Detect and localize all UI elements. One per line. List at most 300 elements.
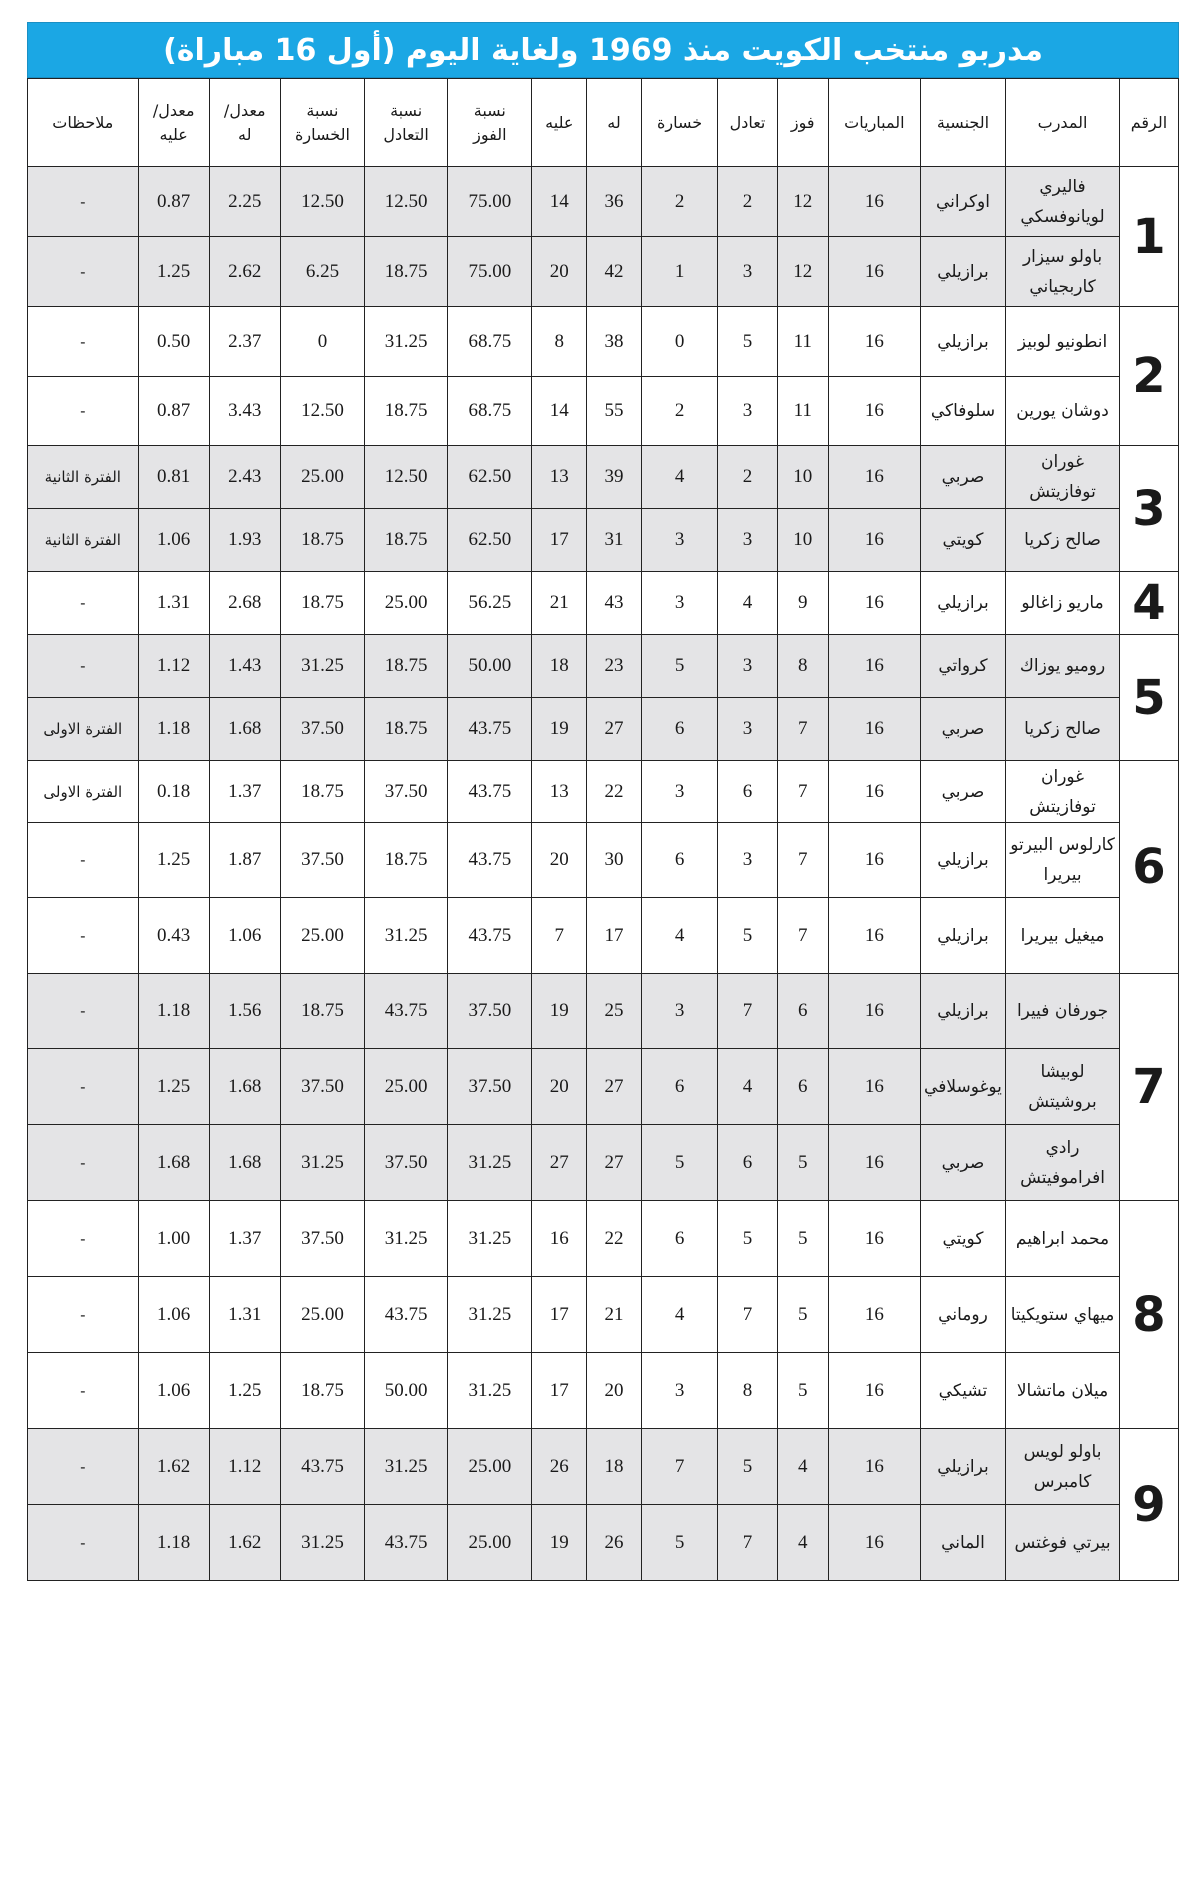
table-row: [28, 1353, 1179, 1429]
wins-cell: 11: [777, 307, 828, 377]
group-number: 7: [1119, 974, 1178, 1201]
avg-for-cell: 1.68: [209, 1049, 280, 1125]
win-pct-cell: 68.75: [448, 307, 532, 377]
nationality-cell: برازيلي: [920, 823, 1005, 898]
matches-cell: 16: [828, 237, 920, 307]
wins-cell: 11: [777, 377, 828, 446]
nationality-cell: برازيلي: [920, 974, 1005, 1049]
wins-cell: 4: [777, 1429, 828, 1505]
goals-against-cell: 17: [532, 1353, 587, 1429]
matches-cell: 16: [828, 1201, 920, 1277]
notes-cell: -: [28, 1277, 139, 1353]
losses-cell: 3: [641, 509, 718, 572]
loss-pct-cell: 31.25: [280, 1125, 364, 1201]
avg-for-cell: 2.43: [209, 446, 280, 509]
group-number: 5: [1119, 635, 1178, 761]
avg-against-cell: 1.25: [138, 237, 209, 307]
nationality-cell: تشيكي: [920, 1353, 1005, 1429]
draw-pct-cell: 25.00: [365, 1049, 448, 1125]
losses-cell: 2: [641, 167, 718, 237]
header-matches: المباريات: [828, 79, 920, 167]
header-win-pct: نسبة الفوز: [448, 79, 532, 167]
loss-pct-cell: 25.00: [280, 446, 364, 509]
table-title: مدربو منتخب الكويت منذ 1969 ولغاية اليوم (أول 16 مباراة): [27, 22, 1179, 78]
goals-for-cell: 23: [587, 635, 642, 698]
table-row: [28, 572, 1179, 635]
goals-for-cell: 30: [587, 823, 642, 898]
notes-cell: الفترة الثانية: [28, 446, 139, 509]
nationality-cell: برازيلي: [920, 572, 1005, 635]
loss-pct-cell: 37.50: [280, 698, 364, 761]
loss-pct-cell: 18.75: [280, 572, 364, 635]
goals-for-cell: 38: [587, 307, 642, 377]
loss-pct-cell: 18.75: [280, 509, 364, 572]
avg-against-cell: 1.06: [138, 1353, 209, 1429]
wins-cell: 12: [777, 237, 828, 307]
matches-cell: 16: [828, 446, 920, 509]
losses-cell: 3: [641, 974, 718, 1049]
header-coach: المدرب: [1006, 79, 1120, 167]
draws-cell: 3: [718, 823, 777, 898]
goals-against-cell: 27: [532, 1125, 587, 1201]
notes-cell: -: [28, 974, 139, 1049]
notes-cell: -: [28, 898, 139, 974]
losses-cell: 5: [641, 1125, 718, 1201]
loss-pct-cell: 18.75: [280, 761, 364, 823]
nationality-cell: صربي: [920, 761, 1005, 823]
goals-against-cell: 13: [532, 446, 587, 509]
table-row: [28, 446, 1179, 509]
avg-for-cell: 1.12: [209, 1429, 280, 1505]
avg-against-cell: 0.43: [138, 898, 209, 974]
coach-name-cell: صالح زكريا: [1006, 698, 1120, 761]
draws-cell: 4: [718, 1049, 777, 1125]
draw-pct-cell: 12.50: [365, 167, 448, 237]
avg-against-cell: 1.62: [138, 1429, 209, 1505]
avg-against-cell: 1.06: [138, 1277, 209, 1353]
draw-pct-cell: 18.75: [365, 823, 448, 898]
draw-pct-cell: 43.75: [365, 1277, 448, 1353]
draw-pct-cell: 43.75: [365, 974, 448, 1049]
avg-against-cell: 1.25: [138, 1049, 209, 1125]
goals-for-cell: 43: [587, 572, 642, 635]
win-pct-cell: 62.50: [448, 509, 532, 572]
wins-cell: 7: [777, 823, 828, 898]
goals-for-cell: 20: [587, 1353, 642, 1429]
notes-cell: -: [28, 635, 139, 698]
matches-cell: 16: [828, 974, 920, 1049]
wins-cell: 6: [777, 1049, 828, 1125]
table-row: [28, 1125, 1179, 1201]
goals-for-cell: 21: [587, 1277, 642, 1353]
losses-cell: 6: [641, 1201, 718, 1277]
coach-name-cell: روميو يوزاك: [1006, 635, 1120, 698]
wins-cell: 10: [777, 446, 828, 509]
win-pct-cell: 37.50: [448, 974, 532, 1049]
matches-cell: 16: [828, 1505, 920, 1581]
wins-cell: 9: [777, 572, 828, 635]
draws-cell: 6: [718, 761, 777, 823]
coach-name-cell: ماريو زاغالو: [1006, 572, 1120, 635]
table-row: [28, 307, 1179, 377]
avg-against-cell: 1.00: [138, 1201, 209, 1277]
avg-against-cell: 0.87: [138, 377, 209, 446]
coach-name-cell: غوران توفازيتش: [1006, 446, 1120, 509]
goals-for-cell: 26: [587, 1505, 642, 1581]
avg-for-cell: 1.37: [209, 761, 280, 823]
loss-pct-cell: 12.50: [280, 167, 364, 237]
table-row: [28, 761, 1179, 823]
avg-against-cell: 1.06: [138, 509, 209, 572]
coach-name-cell: فاليري لويانوفسكي: [1006, 167, 1120, 237]
table-row: [28, 1429, 1179, 1505]
losses-cell: 3: [641, 572, 718, 635]
avg-against-cell: 1.12: [138, 635, 209, 698]
matches-cell: 16: [828, 1429, 920, 1505]
goals-for-cell: 31: [587, 509, 642, 572]
header-draws: تعادل: [718, 79, 777, 167]
matches-cell: 16: [828, 572, 920, 635]
avg-against-cell: 0.18: [138, 761, 209, 823]
goals-against-cell: 20: [532, 237, 587, 307]
draw-pct-cell: 25.00: [365, 572, 448, 635]
avg-for-cell: 2.68: [209, 572, 280, 635]
goals-against-cell: 14: [532, 167, 587, 237]
draw-pct-cell: 31.25: [365, 307, 448, 377]
nationality-cell: كرواتي: [920, 635, 1005, 698]
win-pct-cell: 31.25: [448, 1277, 532, 1353]
group-number: 9: [1119, 1429, 1178, 1581]
draws-cell: 7: [718, 1505, 777, 1581]
coach-name-cell: ميلان ماتشالا: [1006, 1353, 1120, 1429]
win-pct-cell: 31.25: [448, 1201, 532, 1277]
goals-against-cell: 21: [532, 572, 587, 635]
losses-cell: 5: [641, 635, 718, 698]
matches-cell: 16: [828, 307, 920, 377]
matches-cell: 16: [828, 1125, 920, 1201]
draw-pct-cell: 18.75: [365, 377, 448, 446]
win-pct-cell: 50.00: [448, 635, 532, 698]
loss-pct-cell: 37.50: [280, 1049, 364, 1125]
coach-name-cell: صالح زكريا: [1006, 509, 1120, 572]
draws-cell: 4: [718, 572, 777, 635]
goals-against-cell: 19: [532, 698, 587, 761]
goals-against-cell: 18: [532, 635, 587, 698]
nationality-cell: صربي: [920, 1125, 1005, 1201]
group-number: 1: [1119, 167, 1178, 307]
nationality-cell: برازيلي: [920, 307, 1005, 377]
losses-cell: 3: [641, 761, 718, 823]
nationality-cell: صربي: [920, 446, 1005, 509]
goals-against-cell: 19: [532, 974, 587, 1049]
group-number: 3: [1119, 446, 1178, 572]
avg-against-cell: 0.81: [138, 446, 209, 509]
win-pct-cell: 37.50: [448, 1049, 532, 1125]
table-body: [28, 167, 1179, 1581]
goals-for-cell: 17: [587, 898, 642, 974]
header-notes: ملاحظات: [28, 79, 139, 167]
notes-cell: الفترة الاولى: [28, 761, 139, 823]
draws-cell: 2: [718, 446, 777, 509]
table-row: [28, 1201, 1179, 1277]
wins-cell: 10: [777, 509, 828, 572]
avg-against-cell: 1.18: [138, 1505, 209, 1581]
draws-cell: 3: [718, 509, 777, 572]
wins-cell: 8: [777, 635, 828, 698]
draw-pct-cell: 18.75: [365, 635, 448, 698]
avg-for-cell: 1.62: [209, 1505, 280, 1581]
win-pct-cell: 75.00: [448, 167, 532, 237]
losses-cell: 7: [641, 1429, 718, 1505]
header-loss-pct: نسبة الخسارة: [280, 79, 364, 167]
losses-cell: 4: [641, 446, 718, 509]
goals-for-cell: 22: [587, 761, 642, 823]
losses-cell: 0: [641, 307, 718, 377]
loss-pct-cell: 0: [280, 307, 364, 377]
goals-against-cell: 13: [532, 761, 587, 823]
matches-cell: 16: [828, 1049, 920, 1125]
wins-cell: 5: [777, 1277, 828, 1353]
table-row: [28, 1049, 1179, 1125]
nationality-cell: روماني: [920, 1277, 1005, 1353]
win-pct-cell: 43.75: [448, 761, 532, 823]
wins-cell: 7: [777, 898, 828, 974]
draws-cell: 5: [718, 898, 777, 974]
goals-for-cell: 27: [587, 698, 642, 761]
goals-for-cell: 18: [587, 1429, 642, 1505]
avg-for-cell: 1.68: [209, 1125, 280, 1201]
loss-pct-cell: 25.00: [280, 1277, 364, 1353]
draw-pct-cell: 18.75: [365, 698, 448, 761]
goals-against-cell: 8: [532, 307, 587, 377]
coach-name-cell: ميهاي ستويكيتا: [1006, 1277, 1120, 1353]
nationality-cell: كويتي: [920, 1201, 1005, 1277]
win-pct-cell: 25.00: [448, 1505, 532, 1581]
notes-cell: -: [28, 377, 139, 446]
matches-cell: 16: [828, 823, 920, 898]
nationality-cell: برازيلي: [920, 898, 1005, 974]
avg-for-cell: 1.31: [209, 1277, 280, 1353]
matches-cell: 16: [828, 698, 920, 761]
notes-cell: -: [28, 823, 139, 898]
goals-against-cell: 17: [532, 509, 587, 572]
nationality-cell: برازيلي: [920, 237, 1005, 307]
header-avg-for: معدل/ له: [209, 79, 280, 167]
avg-against-cell: 1.68: [138, 1125, 209, 1201]
win-pct-cell: 68.75: [448, 377, 532, 446]
wins-cell: 7: [777, 761, 828, 823]
goals-against-cell: 20: [532, 823, 587, 898]
nationality-cell: صربي: [920, 698, 1005, 761]
coach-name-cell: انطونيو لوبيز: [1006, 307, 1120, 377]
coach-name-cell: لوبيشا بروشيتش: [1006, 1049, 1120, 1125]
notes-cell: -: [28, 1201, 139, 1277]
avg-for-cell: 2.37: [209, 307, 280, 377]
matches-cell: 16: [828, 761, 920, 823]
header-goals-for: له: [587, 79, 642, 167]
goals-against-cell: 19: [532, 1505, 587, 1581]
avg-against-cell: 1.31: [138, 572, 209, 635]
draws-cell: 6: [718, 1125, 777, 1201]
avg-against-cell: 0.50: [138, 307, 209, 377]
table-row: [28, 509, 1179, 572]
avg-for-cell: 1.87: [209, 823, 280, 898]
coaches-table: [27, 78, 1179, 1581]
header-losses: خسارة: [641, 79, 718, 167]
table-row: [28, 237, 1179, 307]
loss-pct-cell: 18.75: [280, 974, 364, 1049]
coach-name-cell: باولو سيزار كاربجياني: [1006, 237, 1120, 307]
notes-cell: الفترة الاولى: [28, 698, 139, 761]
win-pct-cell: 31.25: [448, 1353, 532, 1429]
losses-cell: 4: [641, 1277, 718, 1353]
losses-cell: 6: [641, 1049, 718, 1125]
matches-cell: 16: [828, 377, 920, 446]
loss-pct-cell: 43.75: [280, 1429, 364, 1505]
notes-cell: -: [28, 1353, 139, 1429]
loss-pct-cell: 18.75: [280, 1353, 364, 1429]
nationality-cell: يوغوسلافي: [920, 1049, 1005, 1125]
notes-cell: -: [28, 167, 139, 237]
goals-for-cell: 36: [587, 167, 642, 237]
loss-pct-cell: 6.25: [280, 237, 364, 307]
coach-name-cell: بيرتي فوغتس: [1006, 1505, 1120, 1581]
goals-against-cell: 26: [532, 1429, 587, 1505]
matches-cell: 16: [828, 1353, 920, 1429]
win-pct-cell: 56.25: [448, 572, 532, 635]
matches-cell: 16: [828, 167, 920, 237]
goals-for-cell: 39: [587, 446, 642, 509]
win-pct-cell: 43.75: [448, 698, 532, 761]
matches-cell: 16: [828, 635, 920, 698]
draw-pct-cell: 18.75: [365, 509, 448, 572]
coaches-table-frame: [27, 22, 1179, 1581]
losses-cell: 5: [641, 1505, 718, 1581]
win-pct-cell: 25.00: [448, 1429, 532, 1505]
losses-cell: 2: [641, 377, 718, 446]
header-nationality: الجنسية: [920, 79, 1005, 167]
goals-for-cell: 22: [587, 1201, 642, 1277]
win-pct-cell: 43.75: [448, 898, 532, 974]
group-number: 8: [1119, 1201, 1178, 1429]
nationality-cell: برازيلي: [920, 1429, 1005, 1505]
table-row: [28, 1277, 1179, 1353]
draw-pct-cell: 37.50: [365, 761, 448, 823]
avg-against-cell: 1.18: [138, 698, 209, 761]
wins-cell: 5: [777, 1201, 828, 1277]
table-row: [28, 898, 1179, 974]
draws-cell: 3: [718, 237, 777, 307]
draw-pct-cell: 31.25: [365, 898, 448, 974]
draw-pct-cell: 37.50: [365, 1125, 448, 1201]
losses-cell: 6: [641, 698, 718, 761]
nationality-cell: كويتي: [920, 509, 1005, 572]
losses-cell: 4: [641, 898, 718, 974]
coach-name-cell: محمد ابراهيم: [1006, 1201, 1120, 1277]
draws-cell: 3: [718, 377, 777, 446]
matches-cell: 16: [828, 1277, 920, 1353]
loss-pct-cell: 31.25: [280, 1505, 364, 1581]
notes-cell: -: [28, 1505, 139, 1581]
header-number: الرقم: [1119, 79, 1178, 167]
table-row: [28, 1505, 1179, 1581]
avg-for-cell: 1.93: [209, 509, 280, 572]
coach-name-cell: غوران توفازيتش: [1006, 761, 1120, 823]
table-row: [28, 698, 1179, 761]
header-draw-pct: نسبة التعادل: [365, 79, 448, 167]
goals-for-cell: 42: [587, 237, 642, 307]
win-pct-cell: 31.25: [448, 1125, 532, 1201]
avg-for-cell: 1.37: [209, 1201, 280, 1277]
matches-cell: 16: [828, 509, 920, 572]
notes-cell: -: [28, 1125, 139, 1201]
avg-for-cell: 2.25: [209, 167, 280, 237]
goals-for-cell: 27: [587, 1125, 642, 1201]
table-row: [28, 974, 1179, 1049]
header-avg-against: معدل/ عليه: [138, 79, 209, 167]
nationality-cell: اوكراني: [920, 167, 1005, 237]
coach-name-cell: كارلوس البيرتو بيريرا: [1006, 823, 1120, 898]
goals-against-cell: 20: [532, 1049, 587, 1125]
draws-cell: 7: [718, 974, 777, 1049]
win-pct-cell: 75.00: [448, 237, 532, 307]
wins-cell: 7: [777, 698, 828, 761]
avg-for-cell: 1.06: [209, 898, 280, 974]
draw-pct-cell: 43.75: [365, 1505, 448, 1581]
draw-pct-cell: 50.00: [365, 1353, 448, 1429]
notes-cell: الفترة الثانية: [28, 509, 139, 572]
losses-cell: 3: [641, 1353, 718, 1429]
group-number: 6: [1119, 761, 1178, 974]
table-row: [28, 377, 1179, 446]
table-row: [28, 823, 1179, 898]
goals-against-cell: 14: [532, 377, 587, 446]
loss-pct-cell: 37.50: [280, 1201, 364, 1277]
notes-cell: -: [28, 307, 139, 377]
goals-for-cell: 27: [587, 1049, 642, 1125]
wins-cell: 6: [777, 974, 828, 1049]
avg-for-cell: 2.62: [209, 237, 280, 307]
avg-for-cell: 1.25: [209, 1353, 280, 1429]
draw-pct-cell: 12.50: [365, 446, 448, 509]
header-goals-against: عليه: [532, 79, 587, 167]
nationality-cell: سلوفاكي: [920, 377, 1005, 446]
draws-cell: 5: [718, 1429, 777, 1505]
draws-cell: 7: [718, 1277, 777, 1353]
wins-cell: 5: [777, 1353, 828, 1429]
avg-for-cell: 1.56: [209, 974, 280, 1049]
avg-against-cell: 0.87: [138, 167, 209, 237]
avg-against-cell: 1.18: [138, 974, 209, 1049]
coach-name-cell: باولو لويس كامبرس: [1006, 1429, 1120, 1505]
draws-cell: 3: [718, 635, 777, 698]
notes-cell: -: [28, 1429, 139, 1505]
avg-for-cell: 1.68: [209, 698, 280, 761]
notes-cell: -: [28, 237, 139, 307]
notes-cell: -: [28, 572, 139, 635]
loss-pct-cell: 12.50: [280, 377, 364, 446]
group-number: 4: [1119, 572, 1178, 635]
coach-name-cell: جورفان فييرا: [1006, 974, 1120, 1049]
losses-cell: 6: [641, 823, 718, 898]
goals-for-cell: 25: [587, 974, 642, 1049]
goals-against-cell: 17: [532, 1277, 587, 1353]
table-row: [28, 635, 1179, 698]
draw-pct-cell: 31.25: [365, 1429, 448, 1505]
goals-against-cell: 7: [532, 898, 587, 974]
nationality-cell: الماني: [920, 1505, 1005, 1581]
draw-pct-cell: 18.75: [365, 237, 448, 307]
